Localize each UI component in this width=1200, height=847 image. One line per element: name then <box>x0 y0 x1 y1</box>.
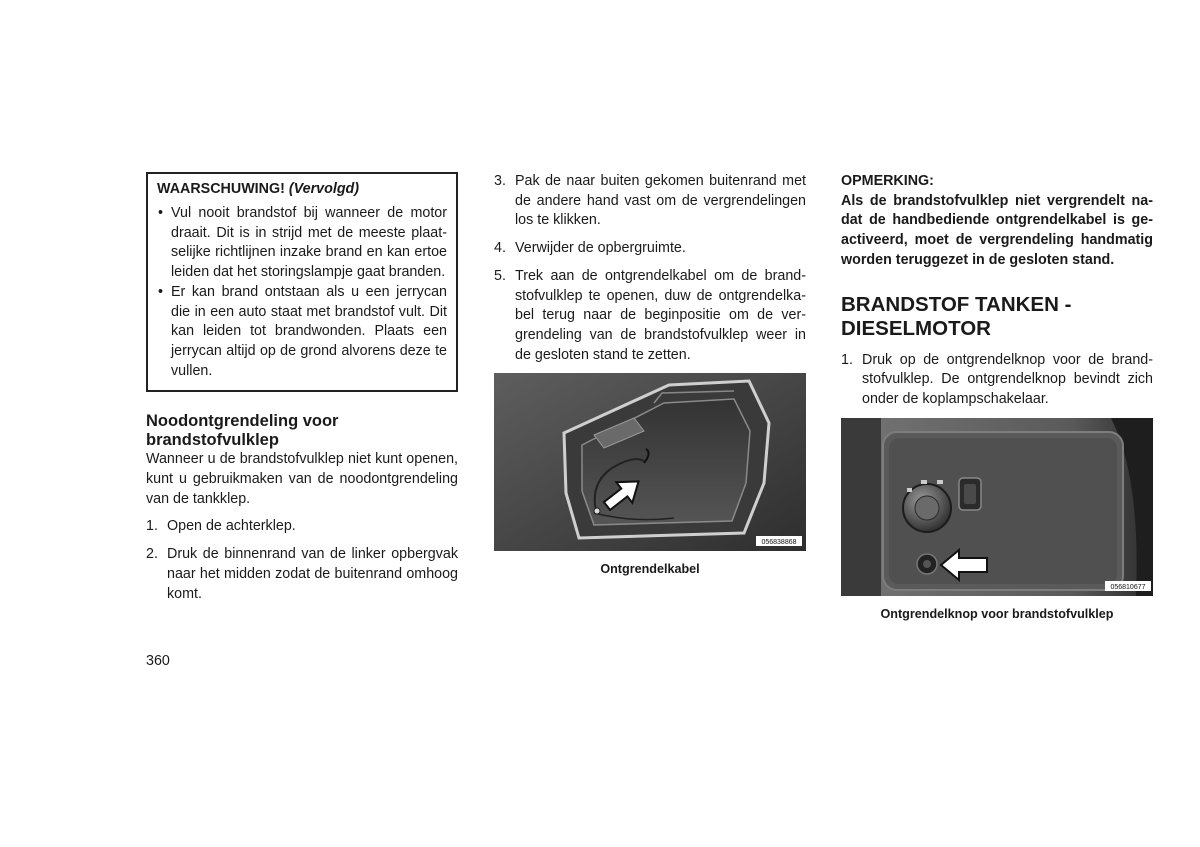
list-text: Druk op de ontgrendelknop voor de brandstofvulklep. De ontgrendelknop bevindt zich onder de koplampschakelaar. <box>862 351 1153 407</box>
list-text: Druk de binnenrand van de linker opbergvak naar het midden zodat de buitenrand omhoog komt. <box>167 546 458 602</box>
warning-label: WAARSCHUWING! <box>157 181 285 197</box>
list-number: 5. <box>494 267 506 284</box>
release-button-figure <box>841 418 1153 596</box>
list-text: Trek aan de ontgrendelkabel om de brandstofvulklep te openen, duw de ontgrendelkabel terug naar de beginpositie om de vergrendeling van de brandstofvulklep weer in de gesloten stand te zetten. <box>515 267 806 363</box>
list-item <box>494 267 806 366</box>
list-number: 4. <box>494 240 506 257</box>
page-number: 360 <box>146 653 170 669</box>
figure-caption: Ontgrendelknop voor brandstofvulklep <box>880 606 1114 621</box>
note-heading: OPMERKING: <box>841 173 934 189</box>
list-number: 1. <box>841 351 853 368</box>
column-middle <box>494 172 806 576</box>
list-text: Open de achterklep. <box>167 518 296 535</box>
warning-continued: (Vervolgd) <box>288 181 360 197</box>
list-number: 3. <box>494 173 506 189</box>
figure-caption: Ontgrendelkabel <box>600 562 700 577</box>
list-item <box>146 517 458 537</box>
list-number: 1. <box>146 518 158 535</box>
list-item <box>146 545 458 604</box>
list-text: Pak de naar buiten gekomen buitenrand met de andere hand vast om de vergrendelingen los te klikken. <box>515 173 806 229</box>
warning-title <box>157 179 447 199</box>
warning-bullet: • Vul nooit brandstof bij wanneer de motor draait. Dit is in strijd met de meeste plaatselijke richtlijnen inzake brand en kan ertoe leiden dat het storingslampje gaat branden. <box>157 204 447 283</box>
emergency-intro: Wanneer u de brandstofvulklep niet kunt openen, kunt u gebruikmaken van de noodontgrendeling van de tankklep. <box>146 451 458 507</box>
column-right <box>841 172 1153 621</box>
warning-box <box>146 172 458 392</box>
list-number: 2. <box>146 546 158 563</box>
figure-code: 056810677 <box>1110 583 1146 591</box>
warning-bullet: • Er kan brand ontstaan als u een jerrycan die in een auto staat met brandstof vult. Dit kan leiden tot brandwonden. Plaats een jerrycan altijd op de grond alvorens deze te vullen. <box>157 283 447 382</box>
emergency-heading: Noodontgrendeling voor brandstofvulklep <box>146 412 339 450</box>
list-text: Verwijder de opbergruimte. <box>515 240 686 257</box>
column-left <box>146 172 458 604</box>
section-title: BRANDSTOF TANKEN - DIESELMOTOR <box>841 292 1072 340</box>
release-cable-figure <box>494 373 806 551</box>
note-text: Als de brandstofvulklep niet vergrendelt nadat de handbediende ontgrendelkabel is geactiveerd, moet de vergrendeling handmatig worden teruggezet in de gesloten stand. <box>841 192 1153 268</box>
list-item <box>494 172 806 231</box>
release-cable-illustration <box>494 373 806 551</box>
list-item <box>494 239 806 259</box>
list-item <box>841 351 1153 410</box>
figure-code: 056838868 <box>761 539 797 547</box>
release-button-illustration <box>841 418 1153 596</box>
